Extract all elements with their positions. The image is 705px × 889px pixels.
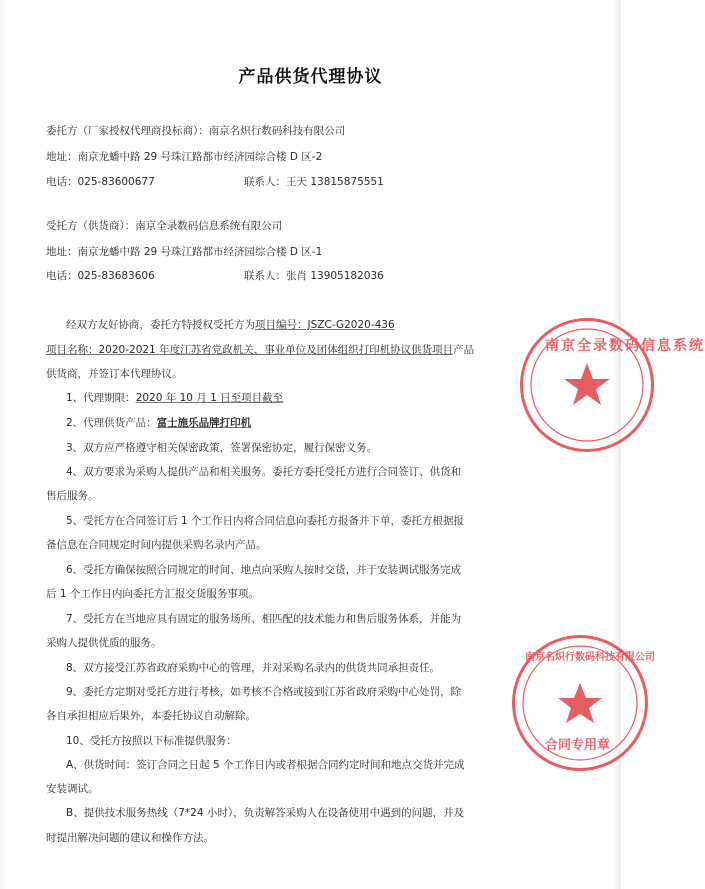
document-title: 产品供货代理协议 bbox=[238, 67, 383, 87]
clause-1 bbox=[66, 391, 283, 405]
clause-9-line-1: 9、委托方定期对受托方进行考核，如考核不合格或接到江苏省政府采购中心处罚，除 bbox=[66, 686, 462, 698]
party-b-address-label: 地址： bbox=[46, 246, 78, 258]
party-a-name-label: 委托方（厂家授权代理商投标商）： bbox=[46, 125, 209, 137]
clause-4-line-1: 4、双方要求为采购人提供产品和相关服务。委托方委托受托方进行合同签订、供货和 bbox=[66, 466, 462, 478]
clause-4-line-2: 售后服务。 bbox=[46, 490, 99, 502]
company-seal-top bbox=[520, 318, 705, 452]
party-b-address: 南京龙蟠中路 29 号珠江路都市经济园综合楼 D 区-1 bbox=[77, 246, 323, 258]
clause-6-line-2: 后 1 个工作日内向委托方汇报交货服务事项。 bbox=[46, 588, 259, 600]
clause-5-line-2: 备信息在合同规定时间内提供采购名录内产品。 bbox=[46, 539, 267, 551]
clause-2-product: 富士施乐品牌打印机 bbox=[156, 417, 252, 429]
party-b-name: 南京全录数码信息系统有限公司 bbox=[135, 220, 283, 232]
party-b-name-label: 受托方（供货商）： bbox=[46, 220, 136, 232]
party-b-contact-value: 张肖 13905182036 bbox=[286, 270, 384, 282]
project-name: 项目名称：2020-2021 年度江苏省党政机关、事业单位及团体组织打印机协议供货项目 bbox=[46, 344, 454, 356]
clause-3: 3、双方应严格遵守相关保密政策，签署保密协定，履行保密义务。 bbox=[66, 442, 378, 454]
party-a-contact bbox=[244, 175, 384, 189]
party-b-contact bbox=[244, 269, 384, 283]
clause-2-prefix: 2、代理供货产品： bbox=[66, 417, 157, 429]
clause-1-prefix: 1、代理期限： bbox=[66, 392, 136, 404]
seal-bottom-caption: 合同专用章 bbox=[545, 738, 611, 753]
party-a-phone-label: 电话： bbox=[46, 176, 78, 188]
clause-6-line-1: 6、受托方确保按照合同规定的时间、地点向采购人按时交货，并于安装调试服务完成 bbox=[66, 564, 462, 576]
party-a-phone-line bbox=[46, 175, 566, 189]
clause-7-line-1: 7、受托方在当地应具有固定的服务场所、相匹配的技术能力和售后服务体系，并能为 bbox=[66, 613, 462, 625]
party-a-name-line bbox=[46, 124, 345, 138]
clause-5-line-1: 5、受托方在合同签订后 1 个工作日内将合同信息向委托方报备并下单，委托方根据报 bbox=[66, 515, 465, 527]
project-number: 项目编号：JSZC-G2020-436 bbox=[255, 319, 395, 331]
intro-line-1 bbox=[66, 318, 395, 332]
clause-b-line-2: 时提出解决问题的建议和操作方法。 bbox=[46, 832, 214, 844]
party-b-contact-label: 联系人： bbox=[244, 270, 286, 282]
clause-10: 10、受托方按照以下标准提供服务： bbox=[66, 735, 237, 747]
seal-top-text: 南京全录数码信息系统 bbox=[545, 338, 705, 354]
party-b-phone: 025-83683606 bbox=[77, 270, 155, 282]
clause-7-line-2: 采购人提供优质的服务。 bbox=[46, 637, 162, 649]
clause-1-period: 2020 年 10 月 1 日至项目截至 bbox=[135, 392, 284, 404]
clause-8: 8、双方接受江苏省政府采购中心的管理，并对采购名录内的供货共同承担责任。 bbox=[66, 662, 441, 674]
party-b-address-line bbox=[46, 245, 322, 259]
party-b-phone-line bbox=[46, 269, 566, 283]
seal-bottom-text: 南京名炽行数码科技有限公司 bbox=[525, 652, 655, 663]
intro-suffix: 产品 bbox=[453, 344, 475, 356]
contract-seal-bottom bbox=[512, 635, 655, 771]
party-a-phone: 025-83600677 bbox=[77, 176, 155, 188]
intro-prefix: 经双方友好协商，委托方特授权受托方为 bbox=[66, 319, 255, 331]
party-b-phone-label: 电话： bbox=[46, 270, 78, 282]
party-b-name-line bbox=[46, 219, 282, 233]
intro-line-2 bbox=[46, 343, 474, 357]
clause-9-line-2: 各自承担相应后果外，本委托协议自动解除。 bbox=[46, 710, 256, 722]
clause-a-line-1: A、供货时间：签订合同之日起 5 个工作日内或者根据合同约定时间和地点交货并完成 bbox=[66, 759, 465, 771]
intro-line-3: 供货商，并签订本代理协议。 bbox=[46, 368, 183, 380]
party-a-contact-label: 联系人： bbox=[244, 176, 286, 188]
party-a-address-label: 地址： bbox=[46, 151, 78, 163]
clause-2 bbox=[66, 416, 251, 430]
party-a-contact-value: 王天 13815875551 bbox=[286, 176, 384, 188]
party-a-name: 南京名炽行数码科技有限公司 bbox=[208, 125, 346, 137]
clause-b-line-1: B、提供技术服务热线（7*24 小时），负责解答采购人在设备使用中遇到的问题，并及 bbox=[66, 807, 465, 819]
party-a-address-line bbox=[46, 150, 322, 164]
clause-a-line-2: 安装调试。 bbox=[46, 783, 99, 795]
party-a-address: 南京龙蟠中路 29 号珠江路都市经济园综合楼 D 区-2 bbox=[77, 151, 323, 163]
